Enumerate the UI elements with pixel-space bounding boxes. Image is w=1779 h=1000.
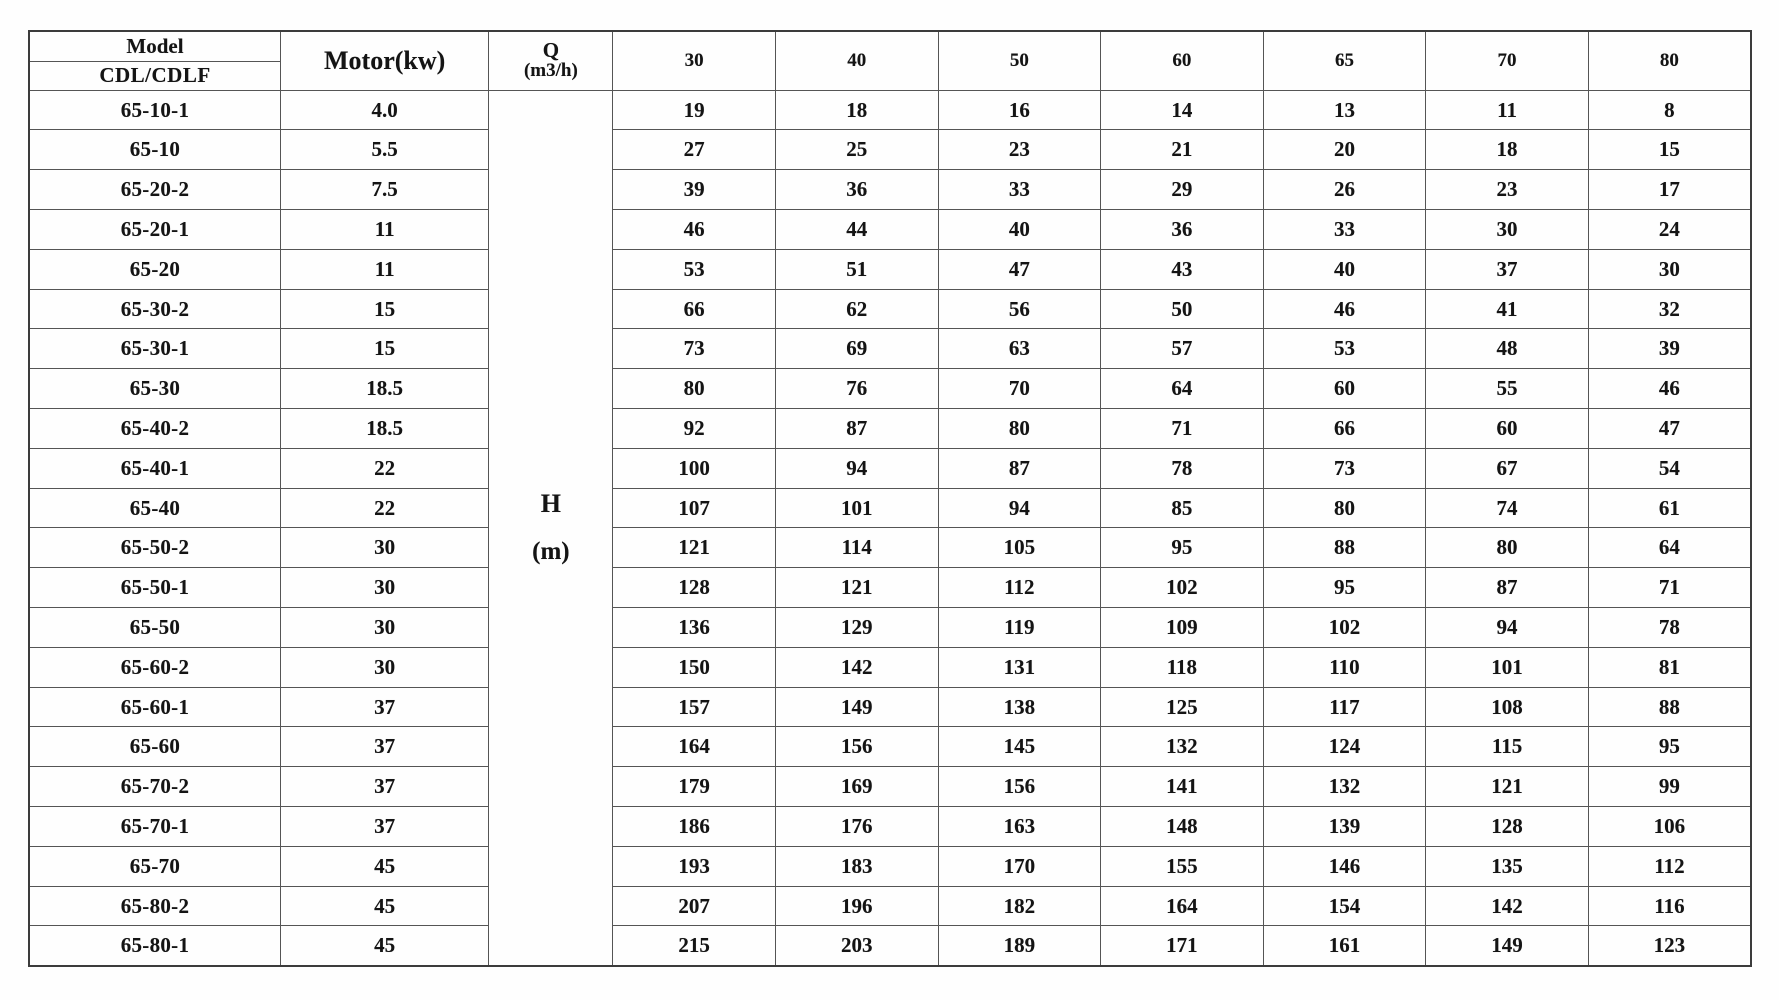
head-value-cell: 179 [613,767,776,807]
head-value-cell: 176 [775,807,938,847]
model-cell: 65-60-1 [29,687,280,727]
motor-kw-cell: 37 [280,727,488,767]
head-value-cell: 94 [938,488,1101,528]
table-row [29,369,1751,409]
head-value-cell: 101 [775,488,938,528]
head-value-cell: 51 [775,249,938,289]
head-value-cell: 182 [938,886,1101,926]
head-value-cell: 87 [938,448,1101,488]
head-value-cell: 135 [1426,846,1589,886]
head-value-cell: 29 [1101,170,1264,210]
motor-kw-cell: 30 [280,608,488,648]
header-flow-65: 65 [1263,31,1426,90]
header-flow-40: 40 [775,31,938,90]
head-value-cell: 66 [613,289,776,329]
head-value-cell: 80 [1263,488,1426,528]
motor-kw-cell: 45 [280,886,488,926]
head-value-cell: 141 [1101,767,1264,807]
table-row [29,130,1751,170]
table-row [29,528,1751,568]
head-value-cell: 39 [613,170,776,210]
head-value-cell: 102 [1263,608,1426,648]
table-row [29,289,1751,329]
head-value-cell: 47 [938,249,1101,289]
head-value-cell: 39 [1588,329,1751,369]
head-value-cell: 121 [1426,767,1589,807]
motor-kw-cell: 11 [280,249,488,289]
head-value-cell: 43 [1101,249,1264,289]
head-value-cell: 101 [1426,647,1589,687]
table-row [29,448,1751,488]
head-value-cell: 26 [1263,170,1426,210]
head-value-cell: 17 [1588,170,1751,210]
table-row [29,568,1751,608]
head-value-cell: 138 [938,687,1101,727]
head-value-cell: 161 [1263,926,1426,966]
motor-kw-cell: 22 [280,488,488,528]
head-value-cell: 142 [775,647,938,687]
head-value-cell: 27 [613,130,776,170]
header-flow-70: 70 [1426,31,1589,90]
model-cell: 65-50 [29,608,280,648]
head-value-cell: 40 [938,210,1101,250]
header-model-line1: Model [30,32,280,62]
head-value-cell: 164 [1101,886,1264,926]
motor-kw-cell: 18.5 [280,369,488,409]
header-flow-50: 50 [938,31,1101,90]
head-value-cell: 95 [1263,568,1426,608]
motor-kw-cell: 5.5 [280,130,488,170]
head-value-cell: 186 [613,807,776,847]
table-row [29,210,1751,250]
header-q-unit: (m3/h) [523,59,578,81]
table-row [29,170,1751,210]
head-value-cell: 95 [1588,727,1751,767]
head-value-cell: 36 [775,170,938,210]
head-value-cell: 145 [938,727,1101,767]
header-flow-80: 80 [1588,31,1751,90]
head-value-cell: 119 [938,608,1101,648]
head-value-cell: 136 [613,608,776,648]
head-value-cell: 129 [775,608,938,648]
head-value-cell: 48 [1426,329,1589,369]
head-value-cell: 87 [1426,568,1589,608]
head-value-cell: 100 [613,448,776,488]
head-value-cell: 149 [775,687,938,727]
head-value-cell: 25 [775,130,938,170]
head-value-cell: 78 [1101,448,1264,488]
head-value-cell: 73 [613,329,776,369]
head-value-cell: 132 [1101,727,1264,767]
head-value-cell: 102 [1101,568,1264,608]
head-value-cell: 157 [613,687,776,727]
head-value-cell: 54 [1588,448,1751,488]
motor-kw-cell: 45 [280,926,488,966]
head-value-cell: 169 [775,767,938,807]
head-value-cell: 56 [938,289,1101,329]
head-value-cell: 124 [1263,727,1426,767]
motor-kw-cell: 22 [280,448,488,488]
head-value-cell: 16 [938,90,1101,130]
head-value-cell: 23 [938,130,1101,170]
head-value-cell: 36 [1101,210,1264,250]
table-row [29,727,1751,767]
head-value-cell: 121 [613,528,776,568]
head-value-cell: 64 [1101,369,1264,409]
head-value-cell: 125 [1101,687,1264,727]
model-cell: 65-30 [29,369,280,409]
head-value-cell: 142 [1426,886,1589,926]
head-value-cell: 50 [1101,289,1264,329]
head-value-cell: 33 [1263,210,1426,250]
table-row [29,249,1751,289]
head-value-cell: 146 [1263,846,1426,886]
table-row [29,647,1751,687]
head-value-cell: 99 [1588,767,1751,807]
header-model-line2: CDL/CDLF [99,63,211,88]
head-value-cell: 81 [1588,647,1751,687]
model-cell: 65-10-1 [29,90,280,130]
head-value-cell: 71 [1101,409,1264,449]
head-value-cell: 116 [1588,886,1751,926]
head-value-cell: 112 [938,568,1101,608]
head-value-cell: 128 [613,568,776,608]
motor-kw-cell: 37 [280,807,488,847]
head-value-cell: 189 [938,926,1101,966]
head-value-cell: 32 [1588,289,1751,329]
head-value-cell: 88 [1263,528,1426,568]
motor-kw-cell: 37 [280,767,488,807]
table-row [29,767,1751,807]
head-value-cell: 118 [1101,647,1264,687]
head-unit: (m) [532,538,570,566]
head-value-cell: 69 [775,329,938,369]
head-value-cell: 128 [1426,807,1589,847]
model-cell: 65-20 [29,249,280,289]
head-value-cell: 55 [1426,369,1589,409]
head-value-cell: 80 [613,369,776,409]
motor-kw-cell: 15 [280,329,488,369]
head-value-cell: 193 [613,846,776,886]
motor-kw-cell: 45 [280,846,488,886]
header-flow-30: 30 [613,31,776,90]
motor-kw-cell: 15 [280,289,488,329]
head-value-cell: 8 [1588,90,1751,130]
table-row [29,488,1751,528]
model-cell: 65-60-2 [29,647,280,687]
head-value-cell: 37 [1426,249,1589,289]
head-value-cell: 74 [1426,488,1589,528]
head-value-cell: 80 [938,409,1101,449]
motor-kw-cell: 7.5 [280,170,488,210]
table-row [29,90,1751,130]
head-value-cell: 18 [775,90,938,130]
head-value-cell: 155 [1101,846,1264,886]
head-value-cell: 114 [775,528,938,568]
model-cell: 65-70-2 [29,767,280,807]
head-value-cell: 18 [1426,130,1589,170]
head-value-cell: 44 [775,210,938,250]
head-value-cell: 64 [1588,528,1751,568]
model-cell: 65-40-1 [29,448,280,488]
head-value-cell: 121 [775,568,938,608]
head-value-cell: 112 [1588,846,1751,886]
table-row [29,329,1751,369]
head-value-cell: 88 [1588,687,1751,727]
table-body [29,31,1751,966]
head-value-cell: 13 [1263,90,1426,130]
head-value-cell: 11 [1426,90,1589,130]
head-value-cell: 154 [1263,886,1426,926]
model-cell: 65-50-1 [29,568,280,608]
head-value-cell: 203 [775,926,938,966]
head-value-cell: 40 [1263,249,1426,289]
model-cell: 65-70-1 [29,807,280,847]
head-value-cell: 53 [613,249,776,289]
motor-kw-cell: 18.5 [280,409,488,449]
head-value-cell: 30 [1426,210,1589,250]
head-value-cell: 156 [938,767,1101,807]
head-value-cell: 149 [1426,926,1589,966]
head-value-cell: 67 [1426,448,1589,488]
head-value-cell: 60 [1426,409,1589,449]
head-value-cell: 183 [775,846,938,886]
head-value-cell: 139 [1263,807,1426,847]
model-cell: 65-40 [29,488,280,528]
header-flow-60: 60 [1101,31,1264,90]
head-value-cell: 107 [613,488,776,528]
head-value-cell: 66 [1263,409,1426,449]
head-value-cell: 94 [1426,608,1589,648]
motor-kw-cell: 30 [280,647,488,687]
head-value-cell: 62 [775,289,938,329]
head-value-cell: 92 [613,409,776,449]
header-q-symbol: Q [542,37,560,62]
head-value-cell: 60 [1263,369,1426,409]
model-cell: 65-80-1 [29,926,280,966]
head-value-cell: 150 [613,647,776,687]
model-cell: 65-40-2 [29,409,280,449]
head-value-cell: 14 [1101,90,1264,130]
head-value-cell: 163 [938,807,1101,847]
head-value-cell: 21 [1101,130,1264,170]
header-model [29,31,280,90]
head-value-cell: 23 [1426,170,1589,210]
head-value-cell: 117 [1263,687,1426,727]
head-value-cell: 108 [1426,687,1589,727]
model-cell: 65-30-1 [29,329,280,369]
model-cell: 65-80-2 [29,886,280,926]
head-value-cell: 70 [938,369,1101,409]
head-value-cell: 106 [1588,807,1751,847]
head-value-cell: 110 [1263,647,1426,687]
head-value-cell: 123 [1588,926,1751,966]
head-value-cell: 47 [1588,409,1751,449]
header-motor: Motor(kw) [280,31,488,90]
head-value-cell: 33 [938,170,1101,210]
table-row [29,807,1751,847]
model-cell: 65-20-1 [29,210,280,250]
model-cell: 65-10 [29,130,280,170]
head-value-cell: 156 [775,727,938,767]
head-value-cell: 46 [1263,289,1426,329]
head-value-cell: 73 [1263,448,1426,488]
head-value-cell: 15 [1588,130,1751,170]
model-cell: 65-70 [29,846,280,886]
head-value-cell: 30 [1588,249,1751,289]
header-row [29,31,1751,90]
head-value-cell: 132 [1263,767,1426,807]
head-value-cell: 78 [1588,608,1751,648]
head-value-cell: 87 [775,409,938,449]
head-value-cell: 171 [1101,926,1264,966]
head-value-cell: 71 [1588,568,1751,608]
head-value-cell: 63 [938,329,1101,369]
head-value-cell: 24 [1588,210,1751,250]
head-value-cell: 57 [1101,329,1264,369]
model-cell: 65-50-2 [29,528,280,568]
motor-kw-cell: 30 [280,528,488,568]
motor-kw-cell: 30 [280,568,488,608]
table-row [29,687,1751,727]
head-value-cell: 85 [1101,488,1264,528]
motor-kw-cell: 4.0 [280,90,488,130]
pump-spec-table [28,30,1752,967]
table-row [29,409,1751,449]
head-value-cell: 131 [938,647,1101,687]
head-value-cell: 115 [1426,727,1589,767]
head-value-cell: 41 [1426,289,1589,329]
head-value-cell: 148 [1101,807,1264,847]
model-cell: 65-20-2 [29,170,280,210]
table-row [29,846,1751,886]
head-value-cell: 20 [1263,130,1426,170]
head-value-cell: 46 [1588,369,1751,409]
head-value-cell: 196 [775,886,938,926]
head-value-cell: 105 [938,528,1101,568]
model-cell: 65-30-2 [29,289,280,329]
head-value-cell: 207 [613,886,776,926]
model-cell: 65-60 [29,727,280,767]
motor-kw-cell: 11 [280,210,488,250]
table-row [29,608,1751,648]
head-value-cell: 164 [613,727,776,767]
head-value-cell: 61 [1588,488,1751,528]
head-value-cell: 53 [1263,329,1426,369]
head-symbol: H [540,489,561,519]
head-value-cell: 46 [613,210,776,250]
motor-kw-cell: 37 [280,687,488,727]
head-value-cell: 76 [775,369,938,409]
header-flow-q [489,31,613,90]
table-row [29,926,1751,966]
table-row [29,886,1751,926]
head-value-cell: 95 [1101,528,1264,568]
head-unit-cell [489,90,613,966]
head-value-cell: 215 [613,926,776,966]
head-value-cell: 170 [938,846,1101,886]
head-value-cell: 80 [1426,528,1589,568]
head-value-cell: 19 [613,90,776,130]
head-value-cell: 109 [1101,608,1264,648]
head-value-cell: 94 [775,448,938,488]
